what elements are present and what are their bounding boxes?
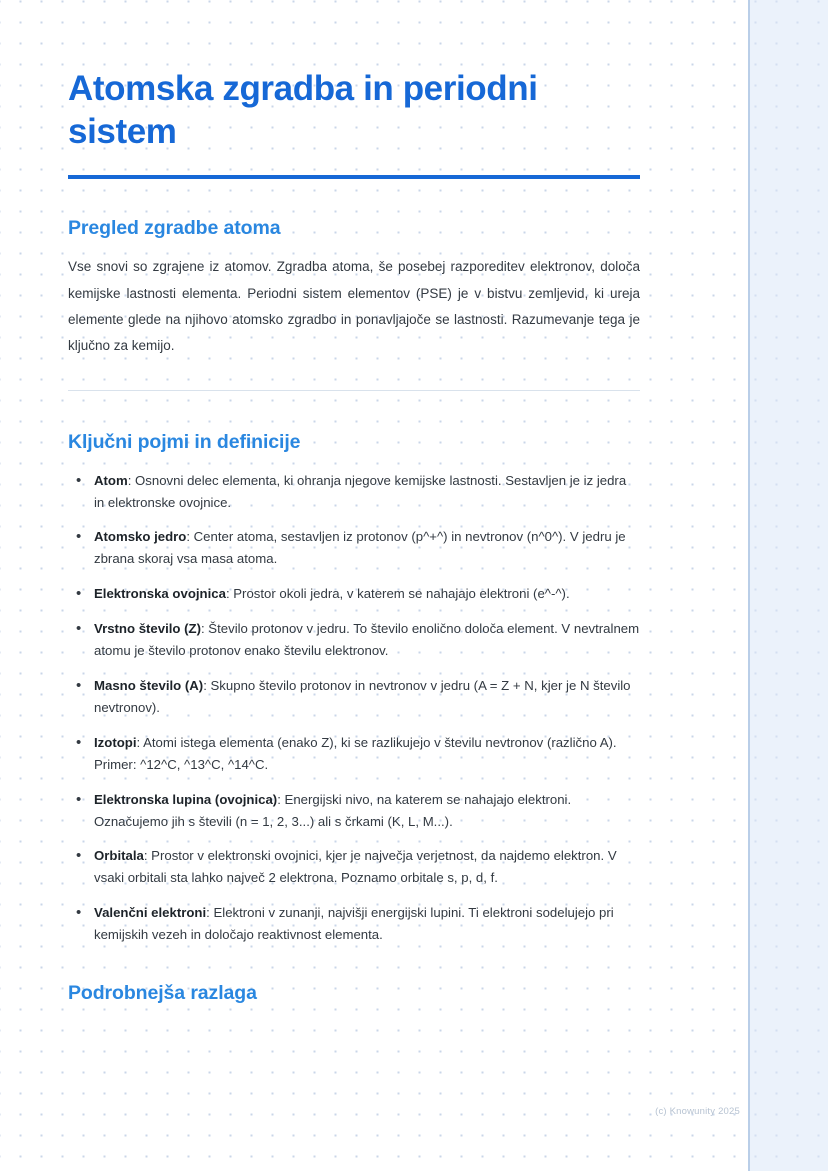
page-title: Atomska zgradba in periodni sistem (68, 69, 538, 151)
document-content (68, 0, 640, 1005)
term-definition: : Atomi istega elementa (enako Z), ki se razlikujejo v številu nevtronov (različno A). Primer: ^12^C, ^13^C, ^14^C. (94, 734, 617, 772)
section-overview (68, 217, 640, 359)
term-definition: : Osnovni delec elementa, ki ohranja njegove kemijske lastnosti. Sestavljen je iz jedra in elektronske ovojnice. (94, 472, 627, 510)
list-item (68, 789, 640, 833)
term-label: Vrstno število (Z) (94, 621, 201, 637)
term-definition: : Elektroni v zunanji, najvišji energijski lupini. Ti elektroni sodelujejo pri kemijskih vezeh in določajo reaktivnost elementa. (94, 905, 614, 943)
term-definition: : Prostor v elektronski ovojnici, kjer je največja verjetnost, da najdemo elektron. V vsaki orbitali sta lahko največ 2 elektrona. Poznamo orbitale s, p, d, f. (94, 848, 617, 886)
term-definition: : Skupno število protonov in nevtronov v jedru (A = Z + N, kjer je N število nevtronov). (94, 677, 631, 715)
term-definition: : Prostor okoli jedra, v katerem se nahajajo elektroni (e^-^). (225, 586, 570, 602)
margin-rule (748, 0, 750, 1171)
list-item (68, 845, 640, 889)
title-underline (68, 175, 640, 179)
copyright-footer: (c) Knowunity 2025 (655, 1106, 740, 1117)
term-label: Atomsko jedro (94, 529, 187, 545)
right-margin-rail (750, 0, 828, 1171)
terms-list (68, 470, 640, 946)
section-divider (68, 390, 640, 391)
list-item (68, 732, 640, 776)
term-label: Atom (94, 472, 128, 488)
section-detailed-explanation (68, 982, 640, 1005)
term-label: Elektronska lupina (ovojnica) (94, 791, 278, 807)
section-heading-key-terms: Ključni pojmi in definicije (68, 430, 301, 453)
section-heading-detailed: Podrobnejša razlaga (68, 982, 257, 1005)
list-item (68, 470, 640, 514)
term-label: Izotopi (94, 734, 137, 750)
overview-paragraph: Vse snovi so zgrajene iz atomov. Zgradba atoma, še posebej razporeditev elektronov, določa kemijske lastnosti elementa. Periodni sistem elementov (PSE) je v bistvu zemljevid, ki ureja elemente glede na njihovo atomsko zgradbo in ponavljajoče se lastnosti. Razumevanje tega je ključno za kemijo. (68, 259, 640, 354)
list-item (68, 583, 640, 605)
term-definition: : Center atoma, sestavljen iz protonov (p^+^) in nevtronov (n^0^). V jedru je zbrana skoraj vsa masa atoma. (94, 529, 626, 567)
list-item (68, 526, 640, 570)
term-label: Valenčni elektroni (94, 905, 207, 921)
list-item (68, 902, 640, 946)
term-label: Masno število (A) (94, 677, 204, 693)
list-item (68, 618, 640, 662)
term-label: Elektronska ovojnica (94, 586, 226, 602)
list-item (68, 675, 640, 719)
section-heading-overview: Pregled zgradbe atoma (68, 217, 281, 240)
term-definition: : Število protonov v jedru. To število enolično določa element. V nevtralnem atomu je število protonov enako številu elektronov. (94, 621, 640, 659)
term-label: Orbitala (94, 848, 144, 864)
term-definition: : Energijski nivo, na katerem se nahajajo elektroni. Označujemo jih s števili (n = 1, 2, 3...) ali s črkami (K, L, M...). (94, 791, 572, 829)
section-key-terms (68, 431, 640, 946)
